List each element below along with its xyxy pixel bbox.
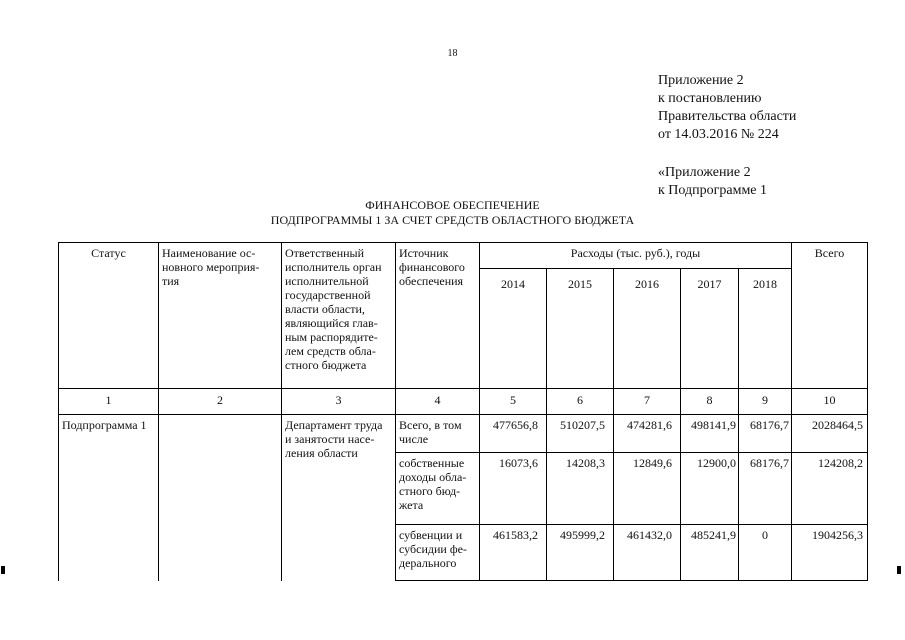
value-cell: 12900,0 bbox=[681, 453, 739, 525]
appendix-line: Приложение 2 bbox=[658, 73, 744, 88]
page-number: 18 bbox=[447, 48, 458, 59]
value-cell: 474281,6 bbox=[614, 415, 681, 453]
header-year: 2015 bbox=[547, 269, 614, 389]
value-cell: 510207,5 bbox=[547, 415, 614, 453]
source-cell: Всего, в том числе bbox=[396, 415, 480, 453]
column-number: 10 bbox=[792, 389, 868, 415]
value-cell: 485241,9 bbox=[681, 525, 739, 581]
appendix-line: к постановлению bbox=[658, 91, 762, 106]
appendix-line: к Подпрограмме 1 bbox=[658, 183, 768, 198]
header-executor: Ответственный исполнитель орган исполнительной государственной власти области, являющийся глав- ным распорядите- лем средств обла- стного бюджета bbox=[282, 243, 396, 389]
value-cell: 68176,7 bbox=[739, 453, 792, 525]
header-source: Источник финансового обеспечения bbox=[396, 243, 480, 389]
header-year: 2018 bbox=[739, 269, 792, 389]
header-total: Всего bbox=[792, 243, 868, 389]
header-year: 2016 bbox=[614, 269, 681, 389]
status-cell: Подпрограмма 1 bbox=[59, 415, 159, 581]
column-number: 8 bbox=[681, 389, 739, 415]
column-number: 1 bbox=[59, 389, 159, 415]
value-cell: 498141,9 bbox=[681, 415, 739, 453]
header-expenses: Расходы (тыс. руб.), годы bbox=[480, 243, 792, 269]
subprogram-appendix-note bbox=[658, 164, 767, 200]
value-cell: 477656,8 bbox=[480, 415, 547, 453]
appendix-line: от 14.03.2016 № 224 bbox=[658, 127, 779, 142]
executor-cell: Департамент труда и занятости насе- ления области bbox=[282, 415, 396, 581]
value-cell: 68176,7 bbox=[739, 415, 792, 453]
column-number: 7 bbox=[614, 389, 681, 415]
title-line: ФИНАНСОВОЕ ОБЕСПЕЧЕНИЕ bbox=[365, 198, 540, 212]
title-line: ПОДПРОГРАММЫ 1 ЗА СЧЕТ СРЕДСТВ ОБЛАСТНОГО БЮДЖЕТА bbox=[270, 213, 635, 227]
appendix-line: «Приложение 2 bbox=[658, 165, 751, 180]
event-name-cell bbox=[159, 415, 282, 581]
total-cell: 124208,2 bbox=[792, 453, 868, 525]
value-cell: 0 bbox=[739, 525, 792, 581]
source-cell: собственные доходы обла- стного бюд- жета bbox=[396, 453, 480, 525]
total-cell: 1904256,3 bbox=[792, 525, 868, 581]
column-number: 6 bbox=[547, 389, 614, 415]
appendix-note bbox=[658, 72, 796, 144]
source-cell: субвенции и субсидии фе- дерального bbox=[396, 525, 480, 581]
header-year: 2017 bbox=[681, 269, 739, 389]
column-number: 9 bbox=[739, 389, 792, 415]
total-cell: 2028464,5 bbox=[792, 415, 868, 453]
value-cell: 16073,6 bbox=[480, 453, 547, 525]
column-number: 3 bbox=[282, 389, 396, 415]
header-status: Статус bbox=[59, 243, 159, 389]
value-cell: 495999,2 bbox=[547, 525, 614, 581]
column-number: 2 bbox=[159, 389, 282, 415]
value-cell: 12849,6 bbox=[614, 453, 681, 525]
header-event-name: Наименование ос- новного мероприя- тия bbox=[159, 243, 282, 389]
financing-table bbox=[58, 242, 868, 581]
scan-margin-mark bbox=[897, 566, 901, 574]
appendix-line: Правительства области bbox=[658, 109, 797, 124]
scan-margin-mark bbox=[1, 566, 5, 574]
value-cell: 461583,2 bbox=[480, 525, 547, 581]
value-cell: 461432,0 bbox=[614, 525, 681, 581]
column-number: 5 bbox=[480, 389, 547, 415]
header-year: 2014 bbox=[480, 269, 547, 389]
column-number: 4 bbox=[396, 389, 480, 415]
document-title bbox=[0, 198, 905, 228]
value-cell: 14208,3 bbox=[547, 453, 614, 525]
